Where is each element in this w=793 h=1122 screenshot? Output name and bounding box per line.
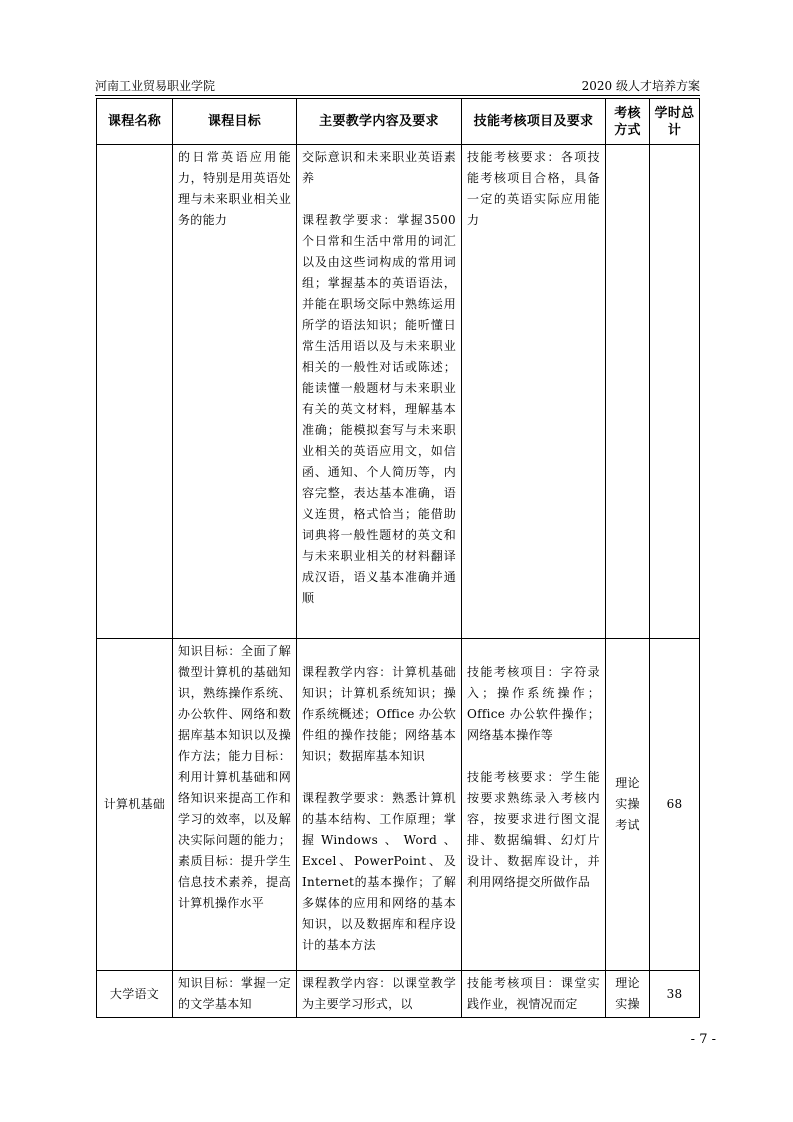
header-divider <box>95 95 700 96</box>
cell-skill <box>462 971 606 1018</box>
plan-title: 2020 级人才培养方案 <box>581 79 700 93</box>
table-header-row <box>97 99 700 145</box>
cell-exam: 理论实操考试 <box>606 639 650 971</box>
cell-exam <box>606 145 650 639</box>
skill-part-1: 技能考核项目：字符录入；操作系统操作；Office 办公软件操作；网络基本操作等 <box>467 665 600 742</box>
skill-part-1: 技能考核项目：课堂实践作业，视情况而定 <box>467 976 600 1011</box>
skill-part-1: 技能考核要求：各项技能考核项目合格，具备一定的英语实际应用能力 <box>467 150 600 227</box>
cell-goal <box>173 639 297 971</box>
cell-skill <box>462 145 606 639</box>
cell-course: 大学语文 <box>97 971 173 1018</box>
page-number: - 7 - <box>690 1032 716 1047</box>
cell-goal <box>173 145 297 639</box>
table-row <box>97 145 700 639</box>
cell-hours <box>650 145 700 639</box>
table-row <box>97 639 700 971</box>
content-part-1: 交际意识和未来职业英语素养 <box>302 150 456 185</box>
cell-content <box>297 971 462 1018</box>
goal-text: 知识目标：全面了解微型计算机的基础知识，熟练操作系统、办公软件、网络和数据库基本知识以及操作方法；能力目标：利用计算机基础和网络知识来提高工作和学习的效率，以及解决实际问题的能力；素质目标：提升学生信息技术素养，提高计算机操作水平 <box>178 644 291 910</box>
header-exam: 考核方式 <box>606 99 650 145</box>
goal-text: 的日常英语应用能力，特别是用英语处理与未来职业相关业务的能力 <box>178 150 291 227</box>
cell-content <box>297 639 462 971</box>
school-name: 河南工业贸易职业学院 <box>95 79 216 93</box>
page-header <box>95 76 700 96</box>
content-part-1: 课程教学内容：计算机基础知识；计算机系统知识；操作系统概述；Office 办公软件组的操作技能；网络基本知识；数据库基本知识 <box>302 665 456 763</box>
curriculum-table <box>96 98 700 1018</box>
content-part-2: 课程教学要求：熟悉计算机的基本结构、工作原理；掌握Windows、Word、Excel、PowerPoint、及Internet的基本操作；了解多媒体的应用和网络的基本知识，以及数据库和程序设计的基本方法 <box>302 791 456 952</box>
content-part-2: 课程教学要求：掌握3500个日常和生活中常用的词汇以及由这些词构成的常用词组；掌握基本的英语语法，并能在职场交际中熟练运用所学的语法知识；能听懂日常生活用语以及与未来职业相关的一般性对话或陈述；能读懂一般题材与未来职业有关的英文材料，理解基本准确；能模拟套写与未来职业相关的英语应用文，如信函、通知、个人简历等，内容完整，表达基本准确，语义连贯，格式恰当；能借助词典将一般性题材的英文和与未来职业相关的材料翻译成汉语，语义基本准确并通顺 <box>302 213 456 605</box>
header-course: 课程名称 <box>97 99 173 145</box>
cell-exam: 理论实操 <box>606 971 650 1018</box>
skill-part-2: 技能考核要求：学生能按要求熟练录入考核内容，按要求进行图文混排、数据编辑、幻灯片设计、数据库设计，并利用网络提交所做作品 <box>467 770 600 889</box>
content-part-1: 课程教学内容：以课堂教学为主要学习形式，以 <box>302 976 456 1011</box>
cell-content <box>297 145 462 639</box>
header-skill: 技能考核项目及要求 <box>462 99 606 145</box>
cell-skill <box>462 639 606 971</box>
header-goal: 课程目标 <box>173 99 297 145</box>
goal-text: 知识目标：掌握一定的文学基本知 <box>178 976 291 1011</box>
cell-course <box>97 145 173 639</box>
table-row <box>97 971 700 1018</box>
header-content: 主要教学内容及要求 <box>297 99 462 145</box>
cell-hours: 38 <box>650 971 700 1018</box>
cell-course: 计算机基础 <box>97 639 173 971</box>
cell-goal <box>173 971 297 1018</box>
header-hours: 学时总计 <box>650 99 700 145</box>
cell-hours: 68 <box>650 639 700 971</box>
